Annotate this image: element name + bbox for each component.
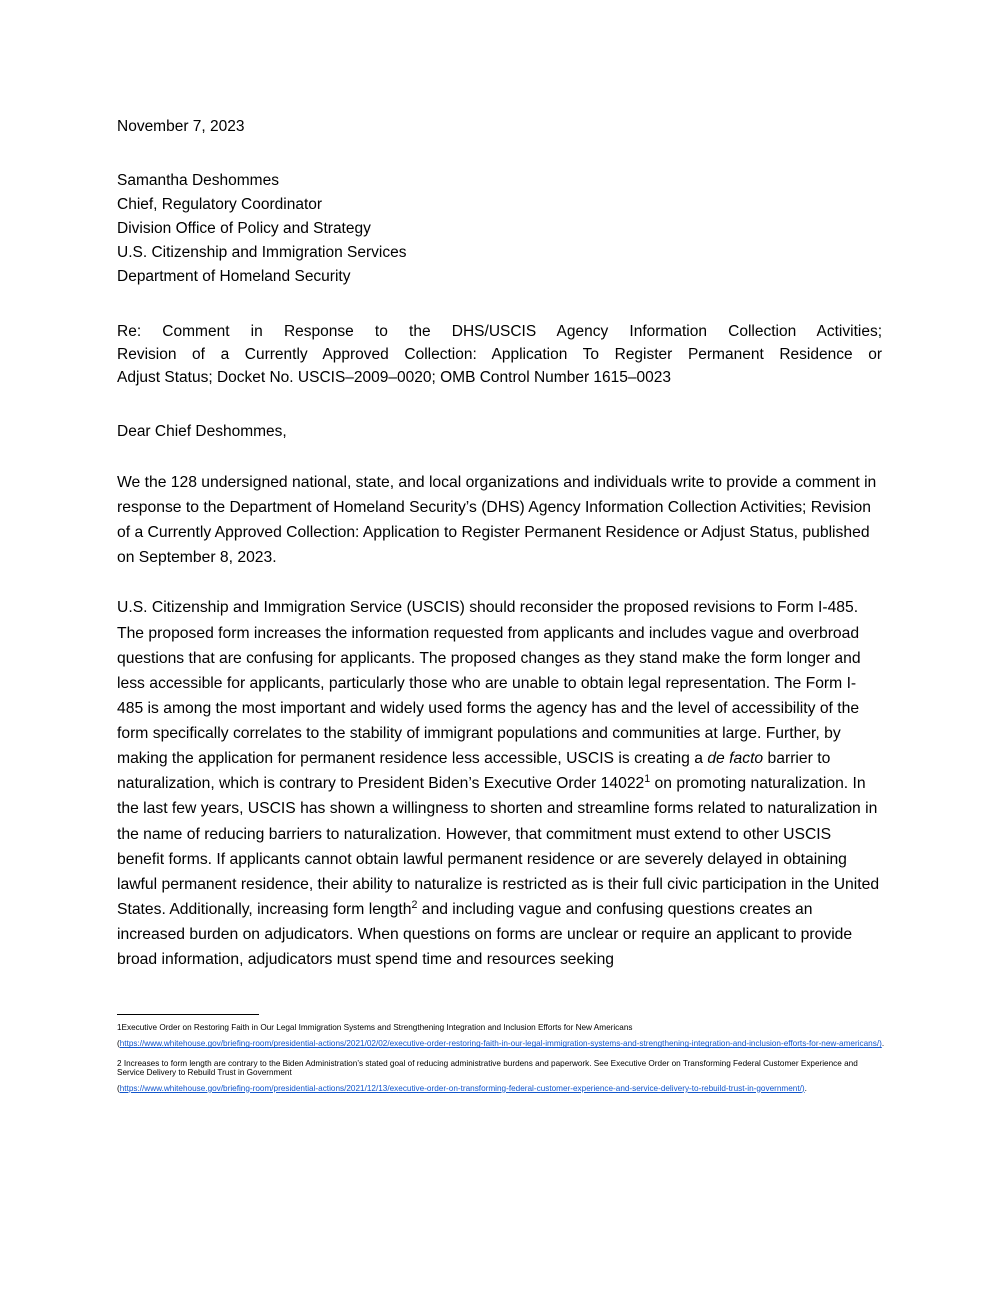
footnote-1	[117, 1024, 885, 1054]
footnote-1-citation	[117, 1034, 885, 1054]
paragraph-main-segment-2: barrier to naturalization, which is contrary to President Biden’s Executive Order 14022	[117, 750, 831, 793]
paragraph-main	[117, 595, 882, 972]
recipient-name: Samantha Deshommes	[117, 171, 279, 189]
subject-line-3: Adjust Status; Docket No. USCIS–2009–0020; OMB Control Number 1615–0023	[117, 369, 672, 387]
footnote-area	[117, 1014, 885, 1101]
footnote-2-citation	[117, 1079, 885, 1099]
footnote-2-url-link[interactable]: https://www.whitehouse.gov/briefing-room/presidential-actions/2021/12/13/executive-order-on-transforming-federal-customer-experience-and-service-delivery-to-rebuild-trust-in-government/	[119, 1083, 802, 1093]
recipient-agency: U.S. Citizenship and Immigration Services	[117, 243, 407, 261]
recipient-division: Division Office of Policy and Strategy	[117, 219, 371, 237]
italic-de-facto: de facto	[707, 750, 764, 768]
paragraph-intro: We the 128 undersigned national, state, and local organizations and individuals write to provide a comment in response to the Department of Homeland Security’s (DHS) Agency Information Collection Activities; Revision of a Currently Approved Collection: Application to Register Permanent Residence or Adjust Status, published on September 8, 2023.	[117, 473, 877, 567]
footnote-marker-2: 2	[411, 898, 418, 911]
footnote-2-text: 2 Increases to form length are contrary to the Biden Administration’s stated goal of reducing administrative burdens and paperwork. See Executive Order on Transforming Federal Customer Experience and Service Delivery to Rebuild Trust in Government	[117, 1059, 858, 1077]
salutation: Dear Chief Deshommes,	[117, 422, 287, 440]
footnote-1-trailing-period: .	[881, 1039, 885, 1049]
paragraph-main-segment-3: on promoting naturalization. In the last few years, USCIS has shown a willingness to shorten and streamline forms related to naturalization in the name of reducing barriers to naturalization. However, that commitment must extend to other USCIS benefit forms. If applicants cannot obtain lawful permanent residence or are severely delayed in obtaining lawful permanent residence, their ability to naturalize is restricted as is their full civic participation in the United States. Additionally, increasing form length	[117, 775, 880, 918]
footnote-1-url-link[interactable]: https://www.whitehouse.gov/briefing-room/presidential-actions/2021/02/02/executive-order-restoring-faith-in-our-legal-immigration-systems-and-strengthening-integration-and-inclusion-efforts-for-new-americans/	[119, 1039, 880, 1049]
letter-body	[117, 118, 882, 972]
recipient-address-block	[117, 169, 882, 289]
footnote-2-trailing-period: .	[804, 1083, 807, 1093]
letter-date: November 7, 2023	[117, 118, 245, 135]
subject-line-block	[117, 320, 882, 390]
footnote-2-close-paren: )	[801, 1083, 805, 1093]
subject-line-2: Revision of a Currently Approved Collection: Application To Register Permanent Residence or	[117, 346, 882, 364]
footnote-2-open-paren: (	[117, 1083, 120, 1093]
subject-line-1: Re: Comment in Response to the DHS/USCIS Agency Information Collection Activities;	[117, 322, 882, 340]
footnote-1-open-paren: (	[117, 1039, 120, 1049]
recipient-department: Department of Homeland Security	[117, 267, 351, 285]
recipient-title: Chief, Regulatory Coordinator	[117, 195, 323, 213]
footnote-1-close-paren: )	[879, 1039, 882, 1049]
paragraph-main-segment-4: and including vague and confusing questions creates an increased burden on adjudicators. When questions on forms are unclear or require an applicant to provide broad information, adjudicators must spend time and resources seeking	[117, 900, 853, 969]
footnote-marker-1: 1	[644, 773, 651, 786]
footnote-2	[117, 1060, 885, 1099]
footnote-1-text: 1Executive Order on Restoring Faith in Our Legal Immigration Systems and Strengthening Integration and Inclusion Efforts for New Americans	[117, 1023, 633, 1032]
paragraph-main-segment-1: U.S. Citizenship and Immigration Service (USCIS) should reconsider the proposed revisions to Form I-485. The proposed form increases the information requested from applicants and includes vague and overbroad questions that are confusing for applicants. The proposed changes as they stand make the form longer and less accessible for applicants, particularly those who are unable to obtain legal representation. The Form I-485 is among the most important and widely used forms the agency has and the level of accessibility of the form specifically correlates to the stability of immigrant populations and communities at large. Further, by making the application for permanent residence less accessible, USCIS is creating a	[117, 599, 861, 768]
footnote-separator-rule	[117, 1014, 259, 1015]
